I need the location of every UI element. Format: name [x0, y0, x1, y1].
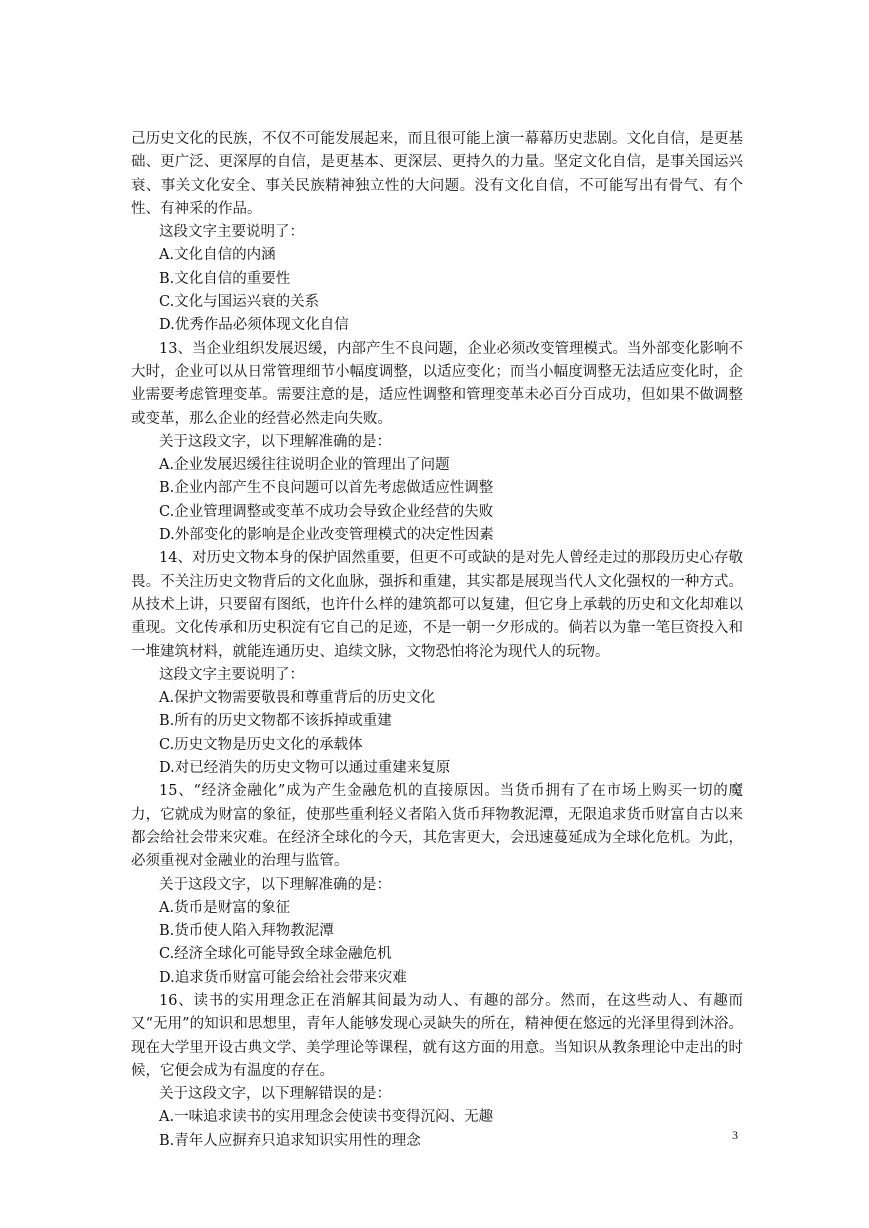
option-item: D.对已经消失的历史文物可以通过重建来复原 [159, 760, 451, 777]
question-16-paragraph: 16、读书的实用理念正在消解其间最为动人、有趣的部分。然而，在这些动人、有趣而又“无用”的知识和思想里，青年人能够发现心灵缺失的所在，精神便在悠远的光泽里得到沐浴。现在大学里开设古典文学、美学理论等课程，就有这方面的用意。当知识从教条理论中走出的时候，它便会成为有温度的存在。 [131, 992, 743, 1079]
option-item: B.青年人应摒弃只追求知识实用性的理念 [159, 1132, 421, 1149]
page-number: 3 [732, 1128, 738, 1142]
document-page [131, 128, 743, 1153]
option-item: C.经济全球化可能导致全球金融危机 [159, 946, 392, 963]
option-item: A.一味追求读书的实用理念会使读书变得沉闷、无趣 [159, 1109, 494, 1126]
option-item: B.文化自信的重要性 [159, 270, 291, 287]
question-stem: 这段文字主要说明了： [159, 666, 304, 683]
question-13-paragraph: 13、当企业组织发展迟缓，内部产生不良问题，企业必须改变管理模式。当外部变化影响不大时，企业可以从日常管理细节小幅度调整，以适应变化；而当小幅度调整无法适应变化时，企业需要考虑管理变革。需要注意的是，适应性调整和管理变革未必百分百成功，但如果不做调整或变革，那么企业的经营必然走向失败。 [131, 340, 743, 427]
option-item: C.企业管理调整或变革不成功会导致企业经营的失败 [159, 503, 494, 520]
option-item: A.文化自信的内涵 [159, 247, 276, 264]
option-item: D.优秀作品必须体现文化自信 [159, 317, 349, 334]
option-item: C.历史文物是历史文化的承载体 [159, 736, 363, 753]
option-item: A.保护文物需要敬畏和尊重背后的历史文化 [159, 690, 436, 707]
option-item: B.企业内部产生不良问题可以首先考虑做适应性调整 [159, 480, 494, 497]
option-item: B.货币使人陷入拜物教泥潭 [159, 923, 334, 940]
option-item: C.文化与国运兴衰的关系 [159, 294, 320, 311]
question-stem: 这段文字主要说明了： [159, 224, 304, 241]
question-14-paragraph: 14、对历史文物本身的保护固然重要，但更不可或缺的是对先人曾经走过的那段历史心存敬畏。不关注历史文物背后的文化血脉，强拆和重建，其实都是展现当代人文化强权的一种方式。从技术上讲，只要留有图纸，也许什么样的建筑都可以复建，但它身上承载的历史和文化却难以重现。文化传承和历史积淀有它自己的足迹，不是一朝一夕形成的。倘若以为靠一笔巨资投入和一堆建筑材料，就能连通历史、追续文脉，文物恐怕将沦为现代人的玩物。 [131, 550, 743, 660]
paragraph-continued: 己历史文化的民族，不仅不可能发展起来，而且很可能上演一幕幕历史悲剧。文化自信，是更基础、更广泛、更深厚的自信，是更基本、更深层、更持久的力量。坚定文化自信，是事关国运兴衰、事关文化安全、事关民族精神独立性的大问题。没有文化自信，不可能写出有骨气、有个性、有神采的作品。 [131, 131, 743, 217]
option-item: D.追求货币财富可能会给社会带来灾难 [159, 969, 407, 986]
question-stem: 关于这段文字，以下理解准确的是： [159, 876, 391, 893]
question-stem: 关于这段文字，以下理解错误的是： [159, 1086, 391, 1103]
option-item: A.企业发展迟缓往往说明企业的管理出了问题 [159, 457, 450, 474]
option-item: B.所有的历史文物都不该拆掉或重建 [159, 713, 392, 730]
option-item: A.货币是财富的象征 [159, 899, 291, 916]
question-stem: 关于这段文字，以下理解准确的是： [159, 433, 391, 450]
option-item: D.外部变化的影响是企业改变管理模式的决定性因素 [159, 527, 494, 544]
question-15-paragraph: 15、“经济金融化”成为产生金融危机的直接原因。当货币拥有了在市场上购买一切的魔力，它就成为财富的象征，使那些重利轻义者陷入货币拜物教泥潭，无限追求货币财富自古以来都会给社会带来灾难。在经济全球化的今天，其危害更大，会迅速蔓延成为全球化危机。为此，必须重视对金融业的治理与监管。 [131, 783, 743, 870]
